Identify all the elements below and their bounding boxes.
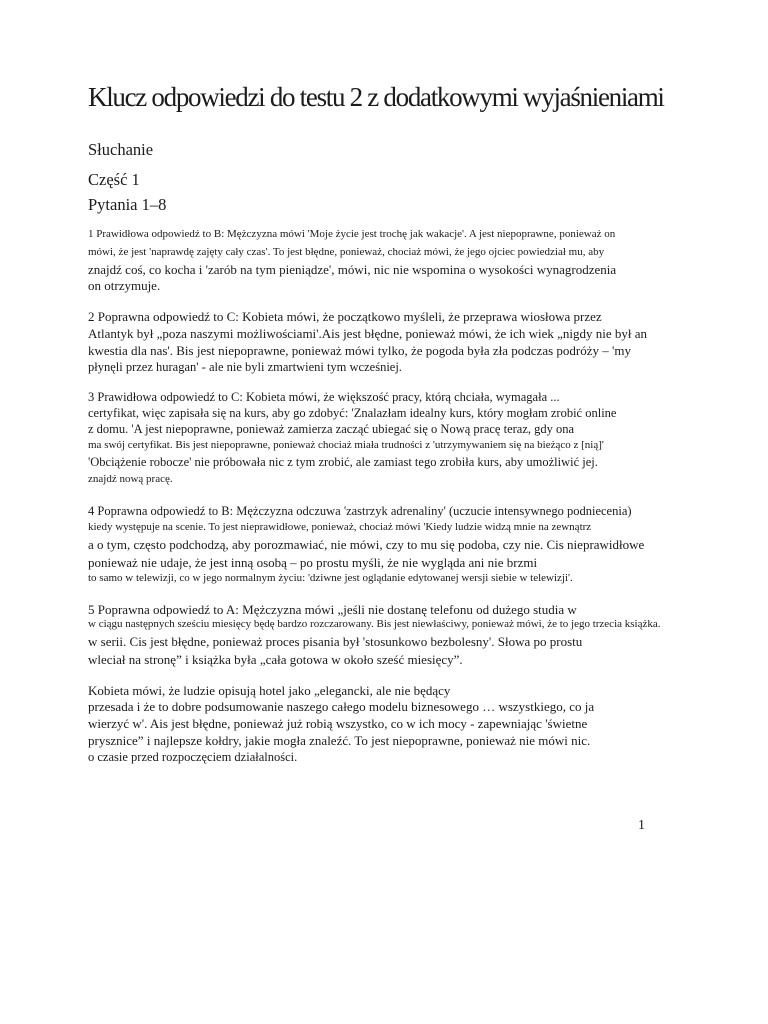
- answer-6-line-3: wierzyć w'. Ais jest błędne, ponieważ już robią wszystko, co w ich mocy - zapewniając 'świetne: [88, 716, 588, 731]
- answer-5-line-4: wleciał na stronę” i książka była „cała gotowa w około sześć miesięcy”.: [88, 652, 463, 667]
- answer-6-line-5: o czasie przed rozpoczęciem działalności.: [88, 750, 298, 764]
- answer-1-line-1: 1 Prawidłowa odpowiedź to B: Mężczyzna mówi 'Moje życie jest trochę jak wakacje'. A jest niepoprawne, ponieważ on: [88, 228, 616, 240]
- answer-1-line-2: mówi, że jest 'naprawdę zajęty cały czas'. To jest błędne, ponieważ, chociaż mówi, że jego ojciec powiedział mu, aby: [88, 246, 605, 258]
- answer-5-line-3: w serii. Cis jest błędne, ponieważ proces pisania był 'stosunkowo bezbolesny'. Słowa po prostu: [88, 634, 583, 649]
- answer-3-line-6: znajdź nową pracę.: [88, 473, 173, 485]
- answer-4-line-2: kiedy występuje na scenie. To jest nieprawidłowe, ponieważ, chociaż mówi 'Kiedy ludzie widzą mnie na zewnątrz: [88, 521, 592, 533]
- answer-4-line-1: 4 Poprawna odpowiedź to B: Mężczyzna odczuwa 'zastrzyk adrenaliny' (uczucie intensywnego podniecenia): [88, 504, 632, 518]
- answer-1-line-3: znajdź coś, co kocha i 'zarób na tym pieniądze', mówi, nic nie wspomina o wysokości wynagrodzenia: [88, 262, 617, 277]
- answer-2-line-2: Atlantyk był „poza naszymi możliwościami'.Ais jest błędne, ponieważ mówi, że ich wiek „nigdy nie był an: [88, 326, 648, 341]
- answer-3-line-4: ma swój certyfikat. Bis jest niepoprawne, ponieważ chociaż miała trudności z 'utrzymywaniem się na bieżąco z [nią]': [88, 439, 604, 451]
- part-heading: Część 1: [88, 170, 140, 189]
- answer-5-line-1: 5 Poprawna odpowiedź to A: Mężczyzna mówi „jeśli nie dostanę telefonu od dużego studia w: [88, 602, 577, 617]
- answer-4-line-4: ponieważ nie udaje, że jest inną osobą – po prostu myśli, że nie wygląda ani nie brzmi: [88, 555, 538, 570]
- answer-6-line-1: Kobieta mówi, że ludzie opisują hotel jako „elegancki, ale nie będący: [88, 683, 451, 698]
- answer-6-line-4: prysznice” i najlepsze kołdry, jakie mogła znaleźć. To jest niepoprawne, ponieważ nie mówi nic.: [88, 733, 591, 748]
- answer-6-line-2: przesada i że to dobre podsumowanie naszego całego modelu biznesowego … wszystkiego, co ja: [88, 699, 595, 714]
- answer-3-line-2: certyfikat, więc zapisała się na kurs, aby go zdobyć: 'Znalazłam idealny kurs, który mogłam zrobić online: [88, 406, 617, 420]
- answer-3-line-3: z domu. 'A jest niepoprawne, ponieważ zamierza zacząć ubiegać się o Nową pracę teraz, gdy ona: [88, 422, 575, 436]
- answer-1-line-4: on otrzymuje.: [88, 278, 161, 293]
- answer-4-line-5: to samo w telewizji, co w jego normalnym życiu: 'dziwne jest oglądanie edytowanej wersji siebie w telewizji'.: [88, 572, 573, 584]
- answer-3-line-1: 3 Prawidłowa odpowiedź to C: Kobieta mówi, że większość pracy, którą chciała, wymagała ...: [88, 390, 560, 404]
- answer-2-line-3: kwestia dla nas'. Bis jest niepoprawne, ponieważ mówi tylko, że pogoda była zła podczas podróży – 'my: [88, 343, 631, 358]
- page-title: Klucz odpowiedzi do testu 2 z dodatkowymi wyjaśnieniami: [88, 82, 664, 112]
- answer-2-line-1: 2 Poprawna odpowiedź to C: Kobieta mówi, że początkowo myśleli, że przeprawa wiosłowa przez: [88, 309, 602, 324]
- answer-3-line-5: 'Obciążenie robocze' nie próbowała nic z tym zrobić, ale zamiast tego zrobiła kurs, aby umożliwić jej.: [88, 455, 598, 469]
- answer-5-line-2: w ciągu następnych sześciu miesięcy będę bardzo rozczarowany. Bis jest niewłaściwy, ponieważ mówi, że to jego trzecia książka.: [88, 618, 661, 630]
- answer-4-line-3: a o tym, często podchodzą, aby porozmawiać, nie mówi, czy to mu się podoba, czy nie. Cis nieprawidłowe: [88, 537, 645, 552]
- page-number: 1: [638, 818, 645, 833]
- questions-heading: Pytania 1–8: [88, 195, 167, 214]
- answer-2-line-4: płynęli przez huragan' - ale nie byli zmartwieni tym wcześniej.: [88, 360, 402, 374]
- section-heading: Słuchanie: [88, 140, 154, 159]
